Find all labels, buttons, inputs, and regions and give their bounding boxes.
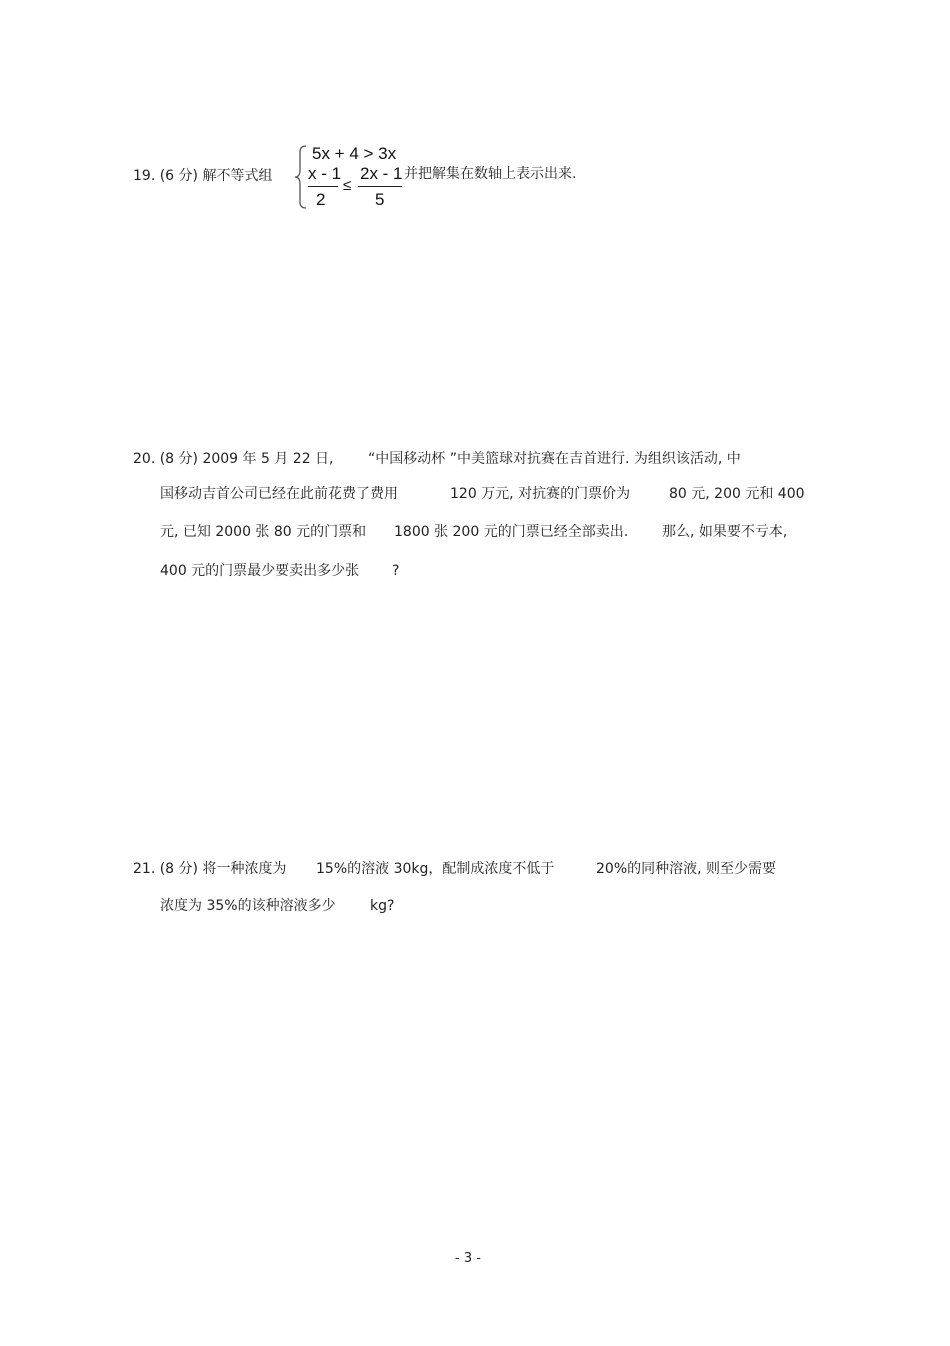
- q21-line1-part2: 15%的溶液 30kg，配制成浓度不低于: [316, 861, 555, 877]
- q20-line1-part2: “中国移动杯 ”中美篮球对抗赛在吉首进行. 为组织该活动, 中: [368, 451, 741, 467]
- q19-fraction2-numerator: 2x - 1: [360, 164, 403, 183]
- q20-line2-part2: 120 万元, 对抗赛的门票价为: [450, 486, 631, 502]
- q19-fraction1-numerator: x - 1: [308, 164, 342, 183]
- q20-line4-part2: ?: [392, 563, 400, 579]
- q20-line3-part2: 1800 张 200 元的门票已经全部卖出.: [394, 524, 629, 540]
- q19-suffix: 并把解集在数轴上表示出来.: [404, 166, 577, 182]
- q19-prefix: 19. (6 分) 解不等式组: [133, 168, 273, 184]
- q19-fraction1-denominator: 2: [316, 190, 326, 209]
- q21-line1-part3: 20%的同种溶液, 则至少需要: [596, 861, 777, 877]
- q19-fraction2-bar: [358, 186, 402, 187]
- q20-line3-part3: 那么, 如果要不亏本,: [662, 524, 788, 540]
- q21-line2-part1: 浓度为 35%的该种溶液多少: [160, 898, 336, 914]
- q19-inequality-1: 5x + 4 > 3x: [312, 144, 397, 163]
- q20-line3-part1: 元, 已知 2000 张 80 元的门票和: [160, 524, 367, 540]
- q19-fraction1-bar: [308, 186, 338, 187]
- q21-line1-part1: 21. (8 分) 将一种浓度为: [133, 861, 287, 877]
- q20-line1-part1: 20. (8 分) 2009 年 5 月 22 日,: [133, 451, 334, 467]
- q20-line2-part3: 80 元, 200 元和 400: [669, 486, 805, 502]
- q20-line2-part1: 国移动吉首公司已经在此前花费了费用: [160, 486, 398, 502]
- q19-fraction2-denominator: 5: [375, 190, 385, 209]
- q19-leq-sign: ≤: [343, 177, 352, 194]
- q21-line2-part2: kg?: [370, 898, 395, 914]
- q20-line4-part1: 400 元的门票最少要卖出多少张: [160, 563, 360, 579]
- page-number: - 3 -: [455, 1251, 481, 1266]
